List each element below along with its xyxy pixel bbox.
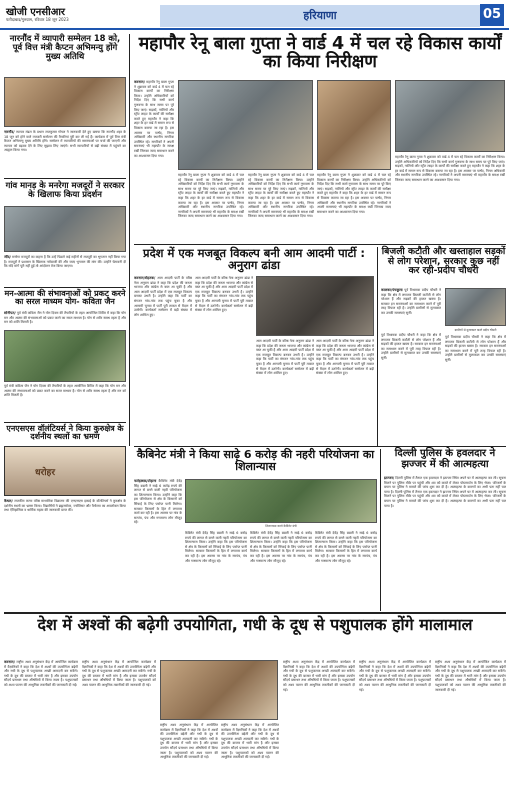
lead-body-col3 [248, 173, 314, 241]
story4-byline: कैथल/ [4, 499, 13, 503]
story1-body [4, 130, 126, 176]
section-band [160, 5, 480, 27]
police-headline: दिल्ली पुलिस के हवलदार ने झज्जर में की आत्महत्या [394, 448, 496, 470]
cabinet-photo [185, 479, 377, 523]
lead-photo-3 [395, 80, 505, 152]
date-line: फरीदाबाद/गुरुग्राम, रविवार 18 जून 2023 [6, 17, 69, 22]
bottom-body-col7 [435, 660, 506, 798]
divider [134, 244, 506, 245]
bijli-text-cont: पूर्व विधायक प्रदीप चौधरी ने कहा कि क्षेत्र में लगातार बिजली कटौती से लोग परेशान हैं और सड़कों की हालत खस्ता है। सरकार इन समस्याओं का समाधान करने में पूरी तरह विफल रही है। उन्होंने ग्रामीणों से मुलाकात कर उनकी समस्याएं सुनीं। [381, 333, 441, 360]
cabinet-body-col2 [185, 531, 247, 609]
bijli-body-col2 [445, 335, 506, 443]
cabinet-text-cont: कैबिनेट मंत्री देवेंद्र सिंह बबली ने साढ़े 6 करोड़ रुपये की लागत से बनने वाली नहरी परियोजना का शिलान्यास किया। उन्होंने कहा कि इस परियोजना से क्षेत्र के किसानों को सिंचाई के लिए पर्याप्त पानी मिलेगा। सरकार किसानों के हित में लगातार कार्य कर रही है। इस अवसर पर गांव के सरपंच, पंच और गणमान्य लोग मौजूद रहे। [185, 531, 247, 563]
lead-text-cont: महापौर रेनू बाला गुप्ता ने शुक्रवार को वार्ड 4 में चल रहे विकास कार्यों का निरीक्षण किया। उन्होंने अधिकारियों को निर्देश दिए कि सभी कार्य गुणवत्ता के साथ समय पर पूरे किए जाएं। सड़कों, नालियों और स्ट्रीट लाइट के कार्यों की समीक्षा करते हुए महापौर ने कहा कि शहर के हर वार्ड में समान रूप से विकास कराया जा रहा है। इस अवसर पर पार्षद, निगम अधिकारी और स्थानीय नागरिक उपस्थित रहे। नागरिकों ने अपनी समस्याएं भी महापौर के समक्ष रखीं जिनका जल्द समाधान करने का आश्वासन दिया गया। [395, 155, 505, 182]
cabinet-body-col1 [134, 479, 182, 609]
page-header [0, 0, 509, 30]
bijli-body-col1 [381, 288, 441, 328]
bijli-text-cont: पूर्व विधायक प्रदीप चौधरी ने कहा कि क्षेत्र में लगातार बिजली कटौती से लोग परेशान हैं और सड़कों की हालत खस्ता है। सरकार इन समस्याओं का समाधान करने में पूरी तरह विफल रही है। उन्होंने ग्रामीणों से मुलाकात कर उनकी समस्याएं सुनीं। [445, 335, 506, 362]
story1-byline: नारनौंद/ [4, 130, 15, 134]
story3-text-cont: पूर्व मंत्री कविता जैन ने योग दिवस की तैयारियों के तहत आयोजित शिविर में कहा कि योग मन और आत्मा की संभावनाओं को प्रकट करने का सरल माध्यम है। योग से शरीर स्वस्थ रहता है और मन को शांति मिलती है। [4, 384, 126, 398]
police-text-cont: दिल्ली पुलिस में तैनात एक हवलदार ने झज्जर स्थित अपने घर में आत्महत्या कर ली। सूचना मिलने पर पुलिस मौके पर पहुंची और शव को कब्जे में लेकर पोस्टमार्टम के लिए भेजा। परिजनों के बयान पर पुलिस ने मामले की जांच शुरू कर दी है। आत्महत्या के कारणों का अभी पता नहीं चल पाया है। [384, 489, 506, 508]
column-divider [377, 247, 378, 447]
bottom-body-col6 [359, 660, 431, 798]
lead-body-col3b [317, 173, 391, 241]
aap-text: आम आदमी पार्टी के वरिष्ठ नेता अनुराग ढांडा ने कहा कि प्रदेश की जनता भाजपा और कांग्रेस से त्रस्त आ चुकी है और आम आदमी पार्टी प्रदेश में एक मजबूत विकल्प बनकर उभरी है। उन्होंने कहा कि पार्टी का संगठन गांव-गांव तक पहुंच चुका है और आगामी चुनाव में पार्टी पूरी ताकत से मैदान में उतरेगी। कार्यकर्ता सम्मेलन में बड़ी संख्या में लोग शामिल हुए। [134, 276, 192, 317]
bottom-photo [160, 660, 278, 720]
bottom-body-col3 [160, 723, 218, 798]
divider [4, 422, 126, 423]
aap-body-col2 [195, 276, 253, 436]
cabinet-caption-2: शिलान्यास करते कैबिनेट मंत्री [265, 524, 297, 528]
divider [4, 612, 506, 614]
story1-photo [4, 77, 126, 127]
lead-text-cont: महापौर रेनू बाला गुप्ता ने शुक्रवार को वार्ड 4 में चल रहे विकास कार्यों का निरीक्षण किया। उन्होंने अधिकारियों को निर्देश दिए कि सभी कार्य गुणवत्ता के साथ समय पर पूरे किए जाएं। सड़कों, नालियों और स्ट्रीट लाइट के कार्यों की समीक्षा करते हुए महापौर ने कहा कि शहर के हर वार्ड में समान रूप से विकास कराया जा रहा है। इस अवसर पर पार्षद, निगम अधिकारी और स्थानीय नागरिक उपस्थित रहे। नागरिकों ने अपनी समस्याएं भी महापौर के समक्ष रखीं जिनका जल्द समाधान करने का आश्वासन दिया गया। [317, 173, 391, 214]
lead-body-col1 [134, 80, 174, 240]
aap-text-cont: आम आदमी पार्टी के वरिष्ठ नेता अनुराग ढांडा ने कहा कि प्रदेश की जनता भाजपा और कांग्रेस से त्रस्त आ चुकी है और आम आदमी पार्टी प्रदेश में एक मजबूत विकल्प बनकर उभरी है। उन्होंने कहा कि पार्टी का संगठन गांव-गांव तक पहुंच चुका है और आगामी चुनाव में पार्टी पूरी ताकत से मैदान में उतरेगी। कार्यकर्ता सम्मेलन में बड़ी संख्या में लोग शामिल हुए। [256, 339, 314, 376]
story2-headline: गांव मानड़ के मनरेगा मजदूरों ने सरकार के खिलाफ किया प्रदर्शन [5, 180, 125, 199]
cabinet-body-col3 [250, 531, 312, 609]
aap-body-col1 [134, 276, 192, 436]
bottom-text-cont: राष्ट्रीय अश्व अनुसंधान केंद्र में आयोजित कार्यक्रम में वैज्ञानिकों ने कहा कि देश में अश्वों की उपयोगिता बढ़ेगी और गधी के दूध से पशुपालक अच्छी आमदनी कर सकेंगे। गधी के दूध की बाजार में भारी मांग है और इसका उपयोग सौंदर्य प्रसाधन तथा औषधियों में किया जाता है। पशुपालकों को अश्व पालन की आधुनिक तकनीकों की जानकारी दी गई। [160, 723, 218, 760]
police-text: दिल्ली पुलिस में तैनात एक हवलदार ने झज्जर स्थित अपने घर में आत्महत्या कर ली। सूचना मिलने पर पुलिस मौके पर पहुंची और शव को कब्जे में लेकर पोस्टमार्टम के लिए भेजा। परिजनों के बयान पर पुलिस ने मामले की जांच शुरू कर दी है। आत्महत्या के कारणों का अभी पता नहीं चल पाया है। [384, 476, 506, 494]
lead-text-cont: महापौर रेनू बाला गुप्ता ने शुक्रवार को वार्ड 4 में चल रहे विकास कार्यों का निरीक्षण किया। उन्होंने अधिकारियों को निर्देश दिए कि सभी कार्य गुणवत्ता के साथ समय पर पूरे किए जाएं। सड़कों, नालियों और स्ट्रीट लाइट के कार्यों की समीक्षा करते हुए महापौर ने कहा कि शहर के हर वार्ड में समान रूप से विकास कराया जा रहा है। इस अवसर पर पार्षद, निगम अधिकारी और स्थानीय नागरिक उपस्थित रहे। नागरिकों ने अपनी समस्याएं भी महापौर के समक्ष रखीं जिनका जल्द समाधान करने का आश्वासन दिया गया। [178, 173, 244, 219]
story4-headline: एनएसएस वॉलंटियर्स ने किया कुरुक्षेत्र के दर्शनीय स्थलों का भ्रमण [6, 424, 124, 442]
story2-body [4, 255, 126, 285]
bottom-body-col1 [4, 660, 78, 798]
bottom-text-cont: राष्ट्रीय अश्व अनुसंधान केंद्र में आयोजित कार्यक्रम में वैज्ञानिकों ने कहा कि देश में अश्वों की उपयोगिता बढ़ेगी और गधी के दूध से पशुपालक अच्छी आमदनी कर सकेंगे। गधी के दूध की बाजार में भारी मांग है और इसका उपयोग सौंदर्य प्रसाधन तथा औषधियों में किया जाता है। पशुपालकों को अश्व पालन की आधुनिक तकनीकों की जानकारी दी गई। [221, 723, 279, 760]
bottom-text-cont: राष्ट्रीय अश्व अनुसंधान केंद्र में आयोजित कार्यक्रम में वैज्ञानिकों ने कहा कि देश में अश्वों की उपयोगिता बढ़ेगी और गधी के दूध से पशुपालक अच्छी आमदनी कर सकेंगे। गधी के दूध की बाजार में भारी मांग है और इसका उपयोग सौंदर्य प्रसाधन तथा औषधियों में किया जाता है। पशुपालकों को अश्व पालन की आधुनिक तकनीकों की जानकारी दी गई। [283, 660, 355, 692]
page-number: 05 [480, 4, 504, 26]
story1-headline: नारनौंद में व्यापारी सम्मेलन 18 को, पूर्व वित्त मंत्री कैप्टन अभिमन्यु होंगे मुख्य अतिथि [9, 33, 121, 61]
aap-text-cont: आम आदमी पार्टी के वरिष्ठ नेता अनुराग ढांडा ने कहा कि प्रदेश की जनता भाजपा और कांग्रेस से त्रस्त आ चुकी है और आम आदमी पार्टी प्रदेश में एक मजबूत विकल्प बनकर उभरी है। उन्होंने कहा कि पार्टी का संगठन गांव-गांव तक पहुंच चुका है और आगामी चुनाव में पार्टी पूरी ताकत से मैदान में उतरेगी। कार्यकर्ता सम्मेलन में बड़ी संख्या में लोग शामिल हुए। [316, 339, 374, 376]
lead-text-cont: महापौर रेनू बाला गुप्ता ने शुक्रवार को वार्ड 4 में चल रहे विकास कार्यों का निरीक्षण किया। उन्होंने अधिकारियों को निर्देश दिए कि सभी कार्य गुणवत्ता के साथ समय पर पूरे किए जाएं। सड़कों, नालियों और स्ट्रीट लाइट के कार्यों की समीक्षा करते हुए महापौर ने कहा कि शहर के हर वार्ड में समान रूप से विकास कराया जा रहा है। इस अवसर पर पार्षद, निगम अधिकारी और स्थानीय नागरिक उपस्थित रहे। नागरिकों ने अपनी समस्याएं भी महापौर के समक्ष रखीं जिनका जल्द समाधान करने का आश्वासन दिया गया। [248, 173, 314, 219]
section-title: हरियाणा [303, 9, 337, 22]
bottom-text-cont: राष्ट्रीय अश्व अनुसंधान केंद्र में आयोजित कार्यक्रम में वैज्ञानिकों ने कहा कि देश में अश्वों की उपयोगिता बढ़ेगी और गधी के दूध से पशुपालक अच्छी आमदनी कर सकेंगे। गधी के दूध की बाजार में भारी मांग है और इसका उपयोग सौंदर्य प्रसाधन तथा औषधियों में किया जाता है। पशुपालकों को अश्व पालन की आधुनिक तकनीकों की जानकारी दी गई। [359, 660, 431, 692]
bijli-caption: ग्रामीणों से मुलाकात करते प्रदीप चौधरी [454, 328, 497, 332]
bottom-headline: देश में अश्वों की बढ़ेगी उपयोगिता, गधी के दूध से पशुपालक होंगे मालामाल [37, 615, 473, 634]
cabinet-text-cont: कैबिनेट मंत्री देवेंद्र सिंह बबली ने साढ़े 6 करोड़ रुपये की लागत से बनने वाली नहरी परियोजना का शिलान्यास किया। उन्होंने कहा कि इस परियोजना से क्षेत्र के किसानों को सिंचाई के लिए पर्याप्त पानी मिलेगा। सरकार किसानों के हित में लगातार कार्य कर रही है। इस अवसर पर गांव के सरपंच, पंच और गणमान्य लोग मौजूद रहे। [315, 531, 377, 563]
bijli-photo [445, 288, 506, 326]
story2-text: मनरेगा मजदूरों का कहना है कि उन्हें पिछले कई महीनों से मजदूरी का भुगतान नहीं किया गया है। मजदूरों ने प्रशासन के खिलाफ नारेबाजी की और जल्द भुगतान की मांग की। उन्होंने चेतावनी दी कि यदि मांगें पूरी नहीं हुईं तो आंदोलन तेज किया जाएगा। [4, 255, 126, 269]
story2-photo [4, 206, 126, 252]
aap-byline: करनाल/रोहतक/ [134, 276, 156, 280]
bijli-byline: कालका/पंचकूला [381, 288, 403, 292]
divider [4, 178, 126, 179]
bottom-body-col4 [221, 723, 279, 798]
cabinet-body-col4 [315, 531, 377, 609]
cabinet-headline: कैबिनेट मंत्री ने किया साढ़े 6 करोड़ की नहरी परियोजना का शिलान्यास [136, 448, 375, 473]
cabinet-text-cont: कैबिनेट मंत्री देवेंद्र सिंह बबली ने साढ़े 6 करोड़ रुपये की लागत से बनने वाली नहरी परियोजना का शिलान्यास किया। उन्होंने कहा कि इस परियोजना से क्षेत्र के किसानों को सिंचाई के लिए पर्याप्त पानी मिलेगा। सरकार किसानों के हित में लगातार कार्य कर रही है। इस अवसर पर गांव के सरपंच, पंच और गणमान्य लोग मौजूद रहे। [250, 531, 312, 563]
story4-text: राजकीय कन्या वरिष्ठ माध्यमिक विद्यालय की एनएसएस इकाई के वॉलंटियर्स ने कुरुक्षेत्र के दर्शनीय स्थलों का भ्रमण किया। विद्यार्थियों ने ब्रह्मसरोवर, ज्योतिसर और पैनोरमा का अवलोकन किया तथा ऐतिहासिक व धार्मिक महत्व की जानकारी प्राप्त की। [4, 499, 126, 513]
cabinet-text: कैबिनेट मंत्री देवेंद्र सिंह बबली ने साढ़े 6 करोड़ रुपये की लागत से बनने वाली नहरी परियोजना का शिलान्यास किया। उन्होंने कहा कि इस परियोजना से क्षेत्र के किसानों को सिंचाई के लिए पर्याप्त पानी मिलेगा। सरकार किसानों के हित में लगातार कार्य कर रही है। इस अवसर पर गांव के सरपंच, पंच और गणमान्य लोग मौजूद रहे। [134, 479, 182, 525]
lead-text: महापौर रेनू बाला गुप्ता ने शुक्रवार को वार्ड 4 में चल रहे विकास कार्यों का निरीक्षण किया। उन्होंने अधिकारियों को निर्देश दिए कि सभी कार्य गुणवत्ता के साथ समय पर पूरे किए जाएं। सड़कों, नालियों और स्ट्रीट लाइट के कार्यों की समीक्षा करते हुए महापौर ने कहा कि शहर के हर वार्ड में समान रूप से विकास कराया जा रहा है। इस अवसर पर पार्षद, निगम अधिकारी और स्थानीय नागरिक उपस्थित रहे। नागरिकों ने अपनी समस्याएं भी महापौर के समक्ष रखीं जिनका जल्द समाधान करने का आश्वासन दिया गया। [134, 80, 174, 158]
story3-body [4, 311, 126, 329]
bottom-body-col2 [82, 660, 156, 798]
police-body [384, 476, 506, 609]
lead-headline: महापौर रेनू बाला गुप्ता ने वार्ड 4 में चल रहे विकास कार्यों का किया निरीक्षण [138, 34, 502, 73]
aap-headline: प्रदेश में एक मजबूत विकल्प बनी आम आदमी पार्टी : अनुराग ढांडा [143, 246, 365, 273]
bijli-body-col1b [381, 333, 441, 443]
column-divider [380, 449, 381, 611]
lead-photo-2 [317, 80, 391, 170]
bottom-byline: करनाल/ [4, 660, 15, 664]
bottom-text: राष्ट्रीय अश्व अनुसंधान केंद्र में आयोजित कार्यक्रम में वैज्ञानिकों ने कहा कि देश में अश्वों की उपयोगिता बढ़ेगी और गधी के दूध से पशुपालक अच्छी आमदनी कर सकेंगे। गधी के दूध की बाजार में भारी मांग है और इसका उपयोग सौंदर्य प्रसाधन तथा औषधियों में किया जाता है। पशुपालकों को अश्व पालन की आधुनिक तकनीकों की जानकारी दी गई। [4, 660, 78, 687]
bottom-body-col5 [283, 660, 355, 798]
story3-text: पूर्व मंत्री कविता जैन ने योग दिवस की तैयारियों के तहत आयोजित शिविर में कहा कि योग मन और आत्मा की संभावनाओं को प्रकट करने का सरल माध्यम है। योग से शरीर स्वस्थ रहता है और मन को शांति मिलती है। [4, 311, 126, 325]
story2-byline: जींद/ [4, 255, 11, 259]
divider [134, 446, 506, 447]
story3-byline: सोनीपत/ [4, 311, 16, 315]
lead-body-col2 [178, 173, 244, 241]
bijli-text: पूर्व विधायक प्रदीप चौधरी ने कहा कि क्षेत्र में लगातार बिजली कटौती से लोग परेशान हैं और सड़कों की हालत खस्ता है। सरकार इन समस्याओं का समाधान करने में पूरी तरह विफल रही है। उन्होंने ग्रामीणों से मुलाकात कर उनकी समस्याएं सुनीं। [381, 288, 441, 315]
lead-byline: करनाल/ [134, 80, 145, 84]
story1-text: व्यापार मंडल के प्रधान राजकुमार गोयल ने जानकारी देते हुए बताया कि नारनौंद शहर के 18 जून को होने वाले व्यापारी सम्मेलन की तैयारियां पूरी कर ली गई हैं। कार्यक्रम में पूर्व वित्त मंत्री कैप्टन अभिमन्यु मुख्य अतिथि होंगे। सम्मेलन में व्यापारियों की समस्याओं पर चर्चा की जाएगी और व्यापार को बढ़ावा देने के लिए सुझाव लिए जाएंगे। सभी व्यापारियों से बड़ी संख्या में पहुंचने का आह्वान किया गया। [4, 130, 126, 153]
newspaper-brand: खोजी एनसीआर [6, 7, 66, 18]
aap-photo [256, 276, 374, 336]
bijli-headline: बिजली कटौती और खस्ताहाल सड़कों से लोग परेशान, सरकार कुछ नहीं कर रही-प्रदीप चौधरी [381, 246, 506, 277]
bottom-text-cont: राष्ट्रीय अश्व अनुसंधान केंद्र में आयोजित कार्यक्रम में वैज्ञानिकों ने कहा कि देश में अश्वों की उपयोगिता बढ़ेगी और गधी के दूध से पशुपालक अच्छी आमदनी कर सकेंगे। गधी के दूध की बाजार में भारी मांग है और इसका उपयोग सौंदर्य प्रसाधन तथा औषधियों में किया जाता है। पशुपालकों को अश्व पालन की आधुनिक तकनीकों की जानकारी दी गई। [82, 660, 156, 687]
bottom-text-cont: राष्ट्रीय अश्व अनुसंधान केंद्र में आयोजित कार्यक्रम में वैज्ञानिकों ने कहा कि देश में अश्वों की उपयोगिता बढ़ेगी और गधी के दूध से पशुपालक अच्छी आमदनी कर सकेंगे। गधी के दूध की बाजार में भारी मांग है और इसका उपयोग सौंदर्य प्रसाधन तथा औषधियों में किया जाता है। पशुपालकों को अश्व पालन की आधुनिक तकनीकों की जानकारी दी गई। [435, 660, 506, 692]
divider [4, 287, 126, 288]
aap-text-cont: आम आदमी पार्टी के वरिष्ठ नेता अनुराग ढांडा ने कहा कि प्रदेश की जनता भाजपा और कांग्रेस से त्रस्त आ चुकी है और आम आदमी पार्टी प्रदेश में एक मजबूत विकल्प बनकर उभरी है। उन्होंने कहा कि पार्टी का संगठन गांव-गांव तक पहुंच चुका है और आगामी चुनाव में पार्टी पूरी ताकत से मैदान में उतरेगी। कार्यकर्ता सम्मेलन में बड़ी संख्या में लोग शामिल हुए। [195, 276, 253, 313]
column-divider [129, 34, 130, 446]
cabinet-byline: फतेहाबाद/टोहाना [134, 479, 157, 483]
story4-image-text: धरोहर [35, 468, 56, 478]
police-byline: झज्जर/ [384, 476, 395, 480]
story3-photo [4, 330, 126, 382]
story4-body [4, 499, 126, 547]
aap-body-col4 [316, 339, 374, 436]
lead-photo-1 [178, 80, 313, 170]
story3-headline: मन-आत्मा की संभावनाओं को प्रकट करने का सरल माध्यम योग- कविता जैन [4, 289, 126, 307]
story4-photo [4, 446, 126, 496]
lead-body-col4 [395, 155, 505, 241]
story3-body-cont [4, 384, 126, 420]
aap-body-col3 [256, 339, 314, 436]
